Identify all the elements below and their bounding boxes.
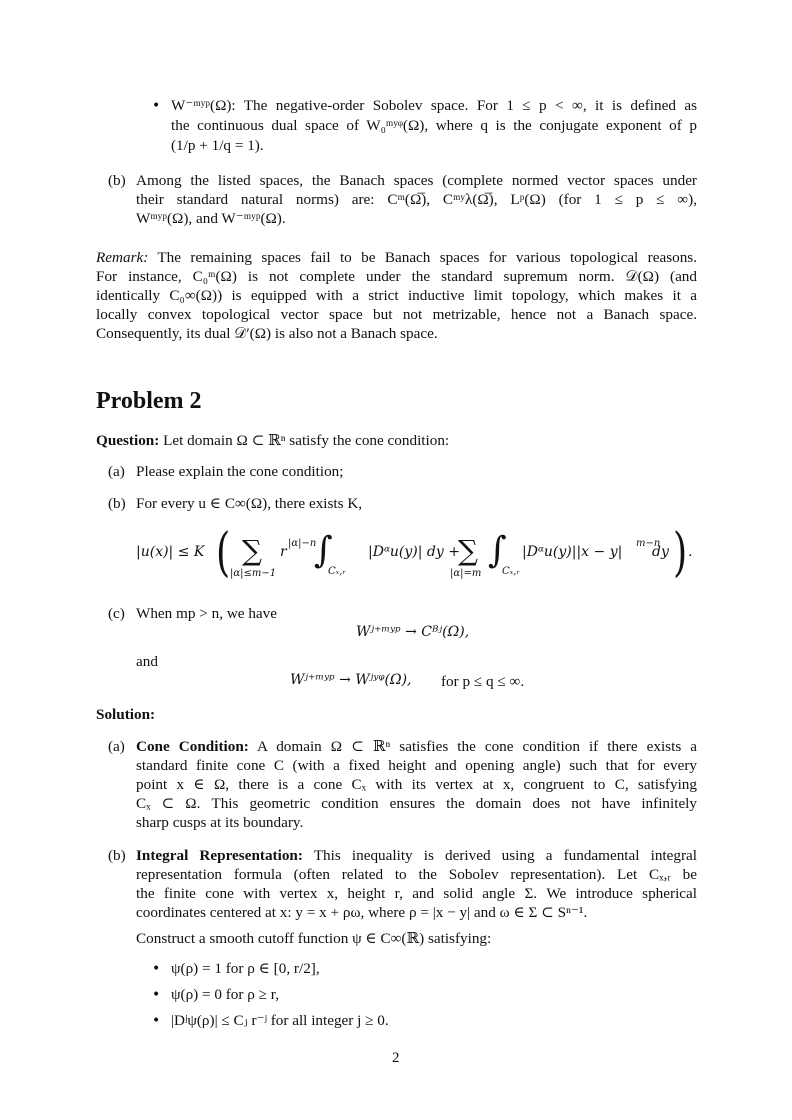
question-item-c-and: and	[136, 653, 158, 670]
solution-a-line-2: standard finite cone C (with a fixed height and opening angle) such that for every	[136, 757, 697, 774]
eq-integrand2-tail: dy	[652, 544, 669, 560]
solution-b-line-2: representation formula (often related to the Sobolev representation). Let Cₓ,ᵣ be	[136, 866, 697, 883]
question-item-c-eq1: Wʲ⁺ᵐʸᵖ → Cᴮʲ(Ω),	[356, 624, 470, 640]
item-b-line-2: their standard natural norms) are: Cᵐ(Ω̅), Cᵐʸλ(Ω̅), Lᵖ(Ω) (for 1 ≤ p ≤ ∞),	[136, 191, 697, 208]
integral-1-sub: Cₓ,ᵣ	[328, 566, 346, 577]
solution-b-line-3: the finite cone with vertex x, height r, and solid angle Σ. We introduce spherical	[136, 885, 697, 902]
eq-period: .	[688, 544, 693, 560]
solution-a-title: Cone Condition:	[136, 738, 249, 755]
cutoff-bullet-1: ψ(ρ) = 1 for ρ ∈ [0, r/2],	[171, 960, 320, 977]
eq-lhs: |u(x)| ≤ K	[136, 544, 205, 560]
solution-b-title: Integral Representation:	[136, 847, 303, 864]
question-item-c-text: When mp > n, we have	[136, 605, 277, 622]
remark-line-2: For instance, C₀ᵐ(Ω) is not complete under the standard supremum norm. 𝒟(Ω) (and	[96, 268, 697, 285]
solution-b-marker: (b)	[108, 847, 126, 864]
problem-heading: Problem 2	[96, 388, 202, 414]
remark-line-1	[96, 248, 697, 267]
bullet-dot: •	[152, 98, 161, 114]
sum-1: ∑	[242, 534, 262, 567]
question-text: Let domain Ω ⊂ ℝⁿ satisfy the cone condition:	[159, 432, 450, 449]
eq-term1-sup: |α|−n	[288, 538, 317, 549]
bullet-wmp-line-3: (1/p + 1/q = 1).	[171, 137, 264, 154]
question-item-b-marker: (b)	[108, 495, 126, 512]
solution-b-line-4: coordinates centered at x: y = x + ρω, where ρ = |x − y| and ω ∈ Σ ⊂ Sⁿ⁻¹.	[136, 904, 588, 921]
question-item-c-eq2-condition: for p ≤ q ≤ ∞.	[441, 673, 525, 690]
solution-a-line-1-text: A domain Ω ⊂ ℝⁿ satisfies the cone condition if there exists a	[248, 738, 697, 755]
solution-b-construct: Construct a smooth cutoff function ψ ∈ C∞(ℝ) satisfying:	[136, 930, 492, 947]
bullet-wmp-line-1: W⁻ᵐʸᵖ(Ω): The negative-order Sobolev space. For 1 ≤ p < ∞, it is defined as	[171, 97, 697, 114]
remark-line-1-text: The remaining spaces fail to be Banach spaces for various topological reasons.	[148, 249, 697, 266]
question-item-a-text: Please explain the cone condition;	[136, 463, 344, 480]
integral-1: ∫	[314, 530, 333, 571]
bullet-dot: •	[152, 987, 161, 1003]
integral-2: ∫	[488, 530, 507, 571]
equation-b	[136, 522, 696, 592]
left-paren: (	[216, 523, 231, 583]
bullet-dot: •	[152, 1013, 161, 1029]
solution-a-line-1	[136, 737, 697, 756]
eq-integrand2-sup: m−n	[636, 538, 661, 549]
cutoff-bullet-2: ψ(ρ) = 0 for ρ ≥ r,	[171, 986, 280, 1003]
remark-line-4: locally convex topological vector space but not metrizable, hence not a Banach space.	[96, 306, 697, 323]
question-item-a-marker: (a)	[108, 463, 125, 480]
item-b-line-1: Among the listed spaces, the Banach spaces (complete normed vector spaces under	[136, 172, 697, 189]
eq-term1: r	[280, 544, 287, 560]
sum-1-sub: |α|≤m−1	[230, 568, 277, 579]
bullet-wmp-line-2: the continuous dual space of W₀ᵐʸᵠ(Ω), where q is the conjugate exponent of p	[171, 117, 697, 134]
cutoff-bullet-3: |Dʲψ(ρ)| ≤ Cⱼ r⁻ʲ for all integer j ≥ 0.	[171, 1012, 389, 1029]
question-item-b-text: For every u ∈ C∞(Ω), there exists K,	[136, 495, 363, 512]
question-item-c-marker: (c)	[108, 605, 125, 622]
remark-line-3: identically C₀∞(Ω)) is equipped with a strict inductive limit topology, which makes it a	[96, 287, 697, 304]
bullet-dot: •	[152, 961, 161, 977]
solution-a-line-4: Cₓ ⊂ Ω. This geometric condition ensures the domain does not have infinitely	[136, 795, 697, 812]
integral-2-sub: Cₓ,ᵣ	[502, 566, 520, 577]
sum-2-sub: |α|=m	[450, 568, 482, 579]
solution-b-line-1-text: This inequality is derived using a fundamental integral	[302, 847, 697, 864]
solution-a-line-5: sharp cusps at its boundary.	[136, 814, 304, 831]
question-label: Question:	[96, 432, 160, 449]
item-b-marker: (b)	[108, 172, 126, 189]
solution-a-marker: (a)	[108, 738, 125, 755]
question-line	[96, 431, 449, 450]
item-b-line-3: Wᵐʸᵖ(Ω), and W⁻ᵐʸᵖ(Ω).	[136, 210, 286, 227]
remark-line-5: Consequently, its dual 𝒟′(Ω) is also not a Banach space.	[96, 325, 438, 342]
eq-integrand2: |Dᵅu(y)||x − y|	[522, 544, 623, 560]
sum-2: ∑	[458, 534, 478, 567]
solution-b-line-1	[136, 846, 697, 865]
question-item-c-eq2: Wʲ⁺ᵐʸᵖ → Wʲʸᵠ(Ω),	[290, 672, 412, 688]
solution-label: Solution:	[96, 706, 156, 723]
eq-integrand1: |Dᵅu(y)| dy +	[368, 544, 460, 560]
remark-label: Remark:	[96, 249, 149, 266]
page-number: 2	[392, 1050, 400, 1066]
solution-a-line-3: point x ∈ Ω, there is a cone Cₓ with its vertex at x, congruent to C, satisfying	[136, 776, 697, 793]
right-paren: )	[673, 523, 688, 583]
